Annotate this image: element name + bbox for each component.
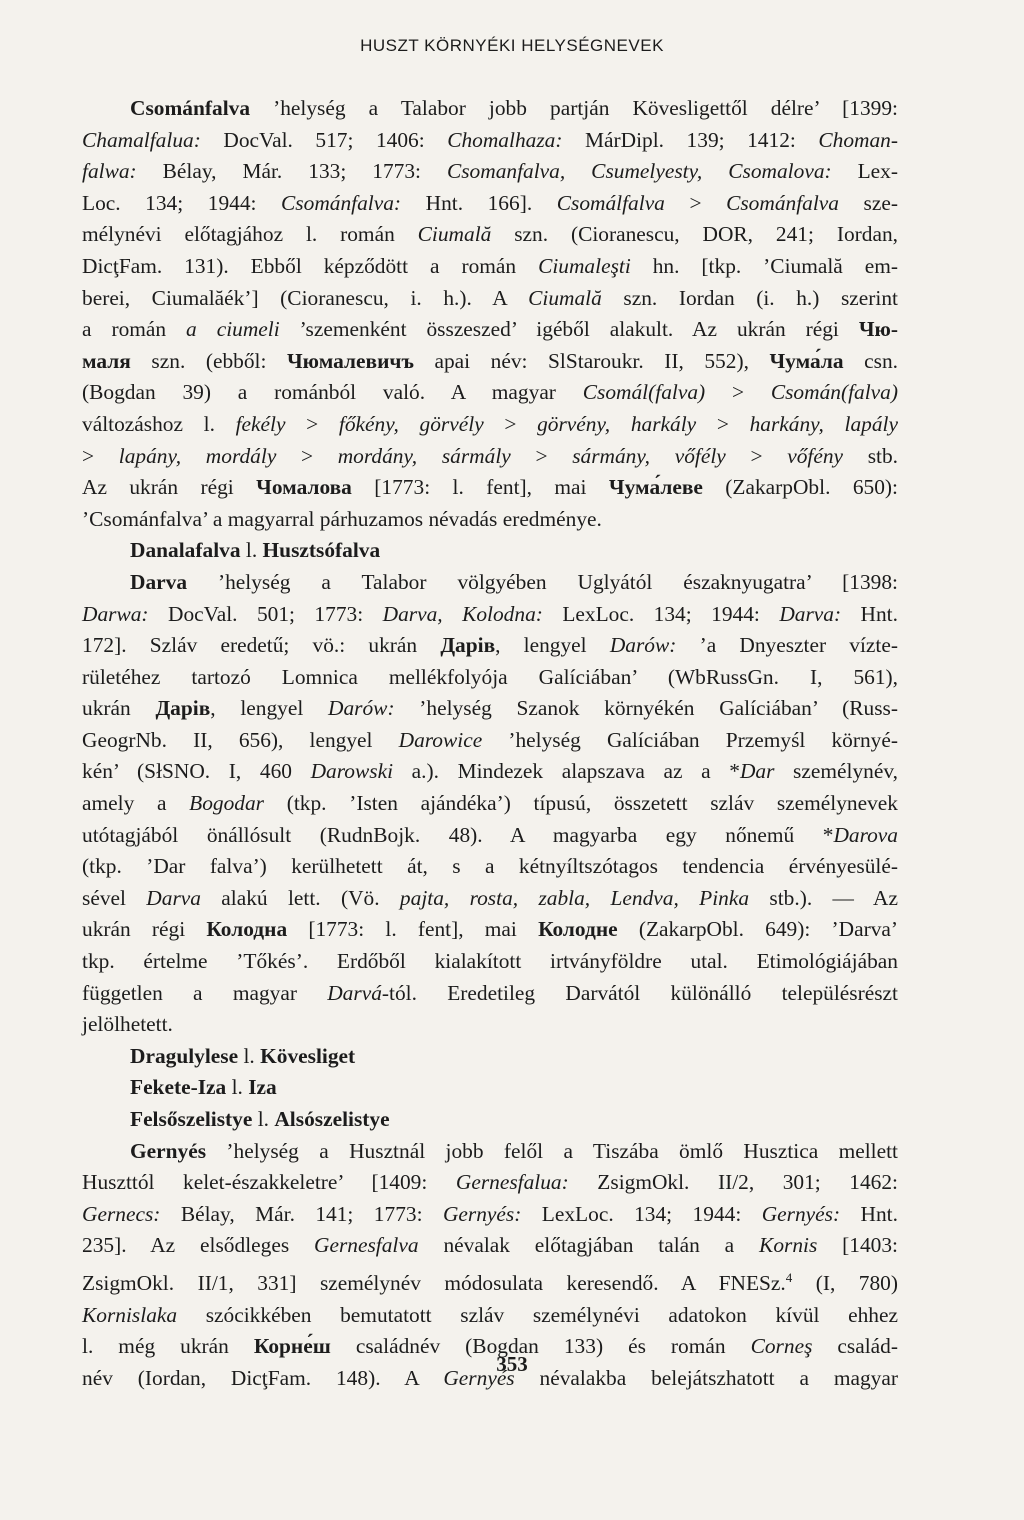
text-run: DocVal. 517; 1406: bbox=[200, 127, 448, 152]
text-run: Az ukrán régi bbox=[82, 475, 257, 500]
text-run: szn. (Cioranescu, DOR, 241; Iordan, bbox=[491, 222, 898, 247]
page-number: 353 bbox=[496, 1352, 528, 1376]
text-run: > bbox=[82, 443, 119, 468]
text-run: MárDipl. 139; 1412: bbox=[562, 127, 819, 152]
italic-term: Chamalfalua: bbox=[82, 127, 201, 152]
bold-term: Dragulylese bbox=[130, 1043, 239, 1068]
text-run: Hnt. bbox=[840, 1201, 898, 1226]
text-run: a.). Mindezek alapszava az a * bbox=[393, 759, 740, 784]
italic-term: Darvá bbox=[327, 980, 382, 1005]
text-run: Hnt. bbox=[841, 601, 898, 626]
italic-term: Csomanfalva, Csumelyesty, Csomalova: bbox=[446, 159, 832, 184]
text-run: ’helység Galíciában Przemyśl környé- bbox=[482, 727, 898, 752]
italic-term: fekély bbox=[235, 411, 286, 436]
text-run: jelölhetett. bbox=[82, 1012, 173, 1037]
text-run: ukrán régi bbox=[82, 917, 207, 942]
text-line bbox=[82, 1041, 898, 1073]
text-line bbox=[82, 946, 898, 978]
text-line bbox=[82, 756, 898, 788]
text-run: ’helység Szanok környékén Galíciában’ (Russ- bbox=[394, 696, 898, 721]
text-run: ’helység a Talabor völgyében Uglyától északnyugatra’ [1398: bbox=[187, 569, 898, 594]
text-run: > bbox=[664, 190, 727, 215]
text-line bbox=[82, 1199, 898, 1231]
italic-term: Csomán(falva) bbox=[770, 380, 898, 405]
italic-term: Darów: bbox=[609, 633, 677, 658]
bold-term: Fekete-Iza bbox=[130, 1075, 227, 1100]
text-run: l. bbox=[240, 538, 263, 563]
italic-term: Kornislaka bbox=[82, 1302, 178, 1327]
italic-term: Csomálfalva bbox=[556, 190, 665, 215]
text-run: tkp. értelme ’Tőkés’. Erdőből kialakított irtványföldre utal. Etimológiájában bbox=[82, 949, 898, 974]
text-run: a román bbox=[82, 317, 187, 342]
text-run: Huszttól kelet-északkeletre’ [1409: bbox=[82, 1170, 456, 1195]
text-run: l. bbox=[252, 1107, 275, 1131]
text-run: ’helység a Husztnál jobb felől a Tiszába ömlő Husztica mellett bbox=[206, 1138, 898, 1163]
italic-term: mordány, sármály bbox=[337, 443, 511, 468]
italic-term: falwa: bbox=[82, 159, 137, 184]
bold-term: Колодна bbox=[206, 917, 288, 942]
text-run: amely a bbox=[82, 791, 190, 816]
text-run: ’Csománfalva’ a magyarral párhuzamos névadás eredménye. bbox=[82, 506, 602, 531]
italic-term: a ciumeli bbox=[186, 317, 280, 342]
bold-term: Csománfalva bbox=[130, 96, 251, 120]
italic-term: Csománfalva bbox=[726, 190, 839, 215]
italic-term: főkény, görvély bbox=[338, 411, 484, 436]
text-run: l. még ukrán bbox=[82, 1334, 254, 1359]
italic-term: Kornis bbox=[759, 1233, 818, 1258]
text-line bbox=[82, 1009, 898, 1041]
italic-term: harkány, lapály bbox=[749, 411, 898, 436]
text-run: kén’ (SłSNO. I, 460 bbox=[82, 759, 311, 784]
text-line bbox=[82, 535, 898, 567]
text-run: Hnt. 166]. bbox=[401, 190, 557, 215]
text-run: családnév (Bogdan 133) és román bbox=[330, 1334, 751, 1359]
italic-term: lapány, mordály bbox=[118, 443, 277, 468]
italic-term: Ciumaleşti bbox=[538, 253, 631, 278]
text-run: DocVal. 501; 1773: bbox=[148, 601, 383, 626]
bold-term: маля bbox=[82, 348, 131, 373]
text-line bbox=[82, 409, 898, 441]
text-line bbox=[82, 1230, 898, 1262]
bold-term: Darva bbox=[130, 569, 188, 594]
text-run: (ZakarpObl. 649): ’Darva’ bbox=[617, 917, 899, 942]
text-line bbox=[82, 725, 898, 757]
text-run: Lex- bbox=[831, 159, 898, 184]
text-line bbox=[82, 93, 898, 125]
text-line bbox=[82, 125, 898, 157]
text-run: stb.). — Az bbox=[749, 885, 898, 910]
italic-term: Csomál(falva) bbox=[582, 380, 706, 405]
text-line bbox=[82, 251, 898, 283]
text-line bbox=[82, 883, 898, 915]
text-run: > bbox=[276, 443, 338, 468]
text-line bbox=[82, 472, 898, 504]
text-run: (Bogdan 39) a románból való. A magyar bbox=[82, 380, 583, 405]
text-run: alakú lett. (Vö. bbox=[200, 885, 400, 910]
text-line bbox=[82, 567, 898, 599]
body-text bbox=[82, 93, 898, 1394]
text-run: LexLoc. 134; 1944: bbox=[521, 1201, 762, 1226]
italic-term: Darva bbox=[146, 885, 201, 910]
text-line bbox=[82, 914, 898, 946]
text-line bbox=[82, 788, 898, 820]
text-run: > bbox=[725, 443, 788, 468]
bold-term: Husztsófalva bbox=[262, 538, 381, 563]
italic-term: Darova bbox=[833, 822, 898, 847]
text-run: sével bbox=[82, 885, 147, 910]
bold-term: Чума́ла bbox=[769, 348, 844, 373]
text-run: szócikkében bemutatott szláv személynévi adatokon kívül ehhez bbox=[177, 1302, 898, 1327]
italic-term: Dar bbox=[739, 759, 775, 784]
text-line bbox=[82, 219, 898, 251]
italic-term: sármány, vőfély bbox=[572, 443, 726, 468]
text-run: szn. (ebből: bbox=[130, 348, 287, 373]
text-line bbox=[82, 346, 898, 378]
bold-term: Alsószelistye bbox=[274, 1107, 390, 1131]
italic-term: pajta, rosta, zabla, Lendva, Pinka bbox=[399, 885, 750, 910]
text-line bbox=[82, 283, 898, 315]
text-line bbox=[82, 1136, 898, 1168]
text-run: , lengyel bbox=[210, 696, 329, 721]
text-run: Bélay, Már. 133; 1773: bbox=[136, 159, 447, 184]
bold-term: Дарів bbox=[440, 633, 496, 658]
text-run: > bbox=[285, 411, 339, 436]
bold-term: Чю- bbox=[858, 317, 898, 342]
italic-term: Gernesfalva bbox=[314, 1233, 419, 1258]
italic-term: görvény, harkály bbox=[537, 411, 697, 436]
text-run: ZsigmOkl. II/2, 301; 1462: bbox=[568, 1170, 899, 1195]
running-title: HUSZT KÖRNYÉKI HELYSÉGNEVEK bbox=[360, 36, 664, 55]
text-line bbox=[82, 156, 898, 188]
italic-term: Darowski bbox=[310, 759, 394, 784]
text-run: ’a Dnyeszter vízte- bbox=[676, 633, 898, 658]
italic-term: Corneş bbox=[750, 1334, 813, 1359]
text-run: [1773: l. fent], mai bbox=[287, 917, 539, 942]
text-line bbox=[82, 630, 898, 662]
text-run: (I, 780) bbox=[792, 1271, 899, 1296]
text-run: -tól. Eredetileg Darvától különálló településrészt bbox=[381, 980, 898, 1005]
text-run: független a magyar bbox=[82, 980, 328, 1005]
italic-term: Gernecs: bbox=[82, 1201, 161, 1226]
italic-term: Darowice bbox=[398, 727, 483, 752]
italic-term: Gernyés: bbox=[761, 1201, 841, 1226]
text-run: berei, Ciumalăék’] (Cioranescu, i. h.). A bbox=[82, 285, 529, 310]
italic-term: Csománfalva: bbox=[281, 190, 402, 215]
bold-term: Чюмалевичъ bbox=[286, 348, 414, 373]
italic-term: Gernyés bbox=[443, 1365, 515, 1390]
text-run: (ZakarpObl. 650): bbox=[702, 475, 898, 500]
text-run: ’szemenként összeszed’ igéből alakult. Az ukrán régi bbox=[279, 317, 859, 342]
text-run: hn. [tkp. ’Ciumală em- bbox=[630, 253, 898, 278]
text-line bbox=[82, 978, 898, 1010]
text-run: [1403: bbox=[817, 1233, 899, 1258]
bold-term: Danalafalva bbox=[130, 538, 241, 563]
italic-term: Choman- bbox=[818, 127, 898, 152]
text-run: ZsigmOkl. II/1, 331] személynév módosulata keresendő. A FNESz. bbox=[82, 1271, 786, 1296]
text-run: > bbox=[510, 443, 573, 468]
text-line bbox=[82, 693, 898, 725]
text-run: LexLoc. 134; 1944: bbox=[542, 601, 780, 626]
text-run: név (Iordan, DicţFam. 148). A bbox=[82, 1365, 444, 1390]
text-line bbox=[82, 599, 898, 631]
text-run: Bélay, Már. 141; 1773: bbox=[160, 1201, 443, 1226]
text-run: névalakba belejátszhatott a magyar bbox=[514, 1365, 898, 1390]
bold-term: Kövesliget bbox=[260, 1043, 356, 1068]
bold-term: Felsőszelistye bbox=[130, 1107, 253, 1131]
italic-term: vőfény bbox=[787, 443, 844, 468]
footnote-mark: 4 bbox=[785, 1269, 793, 1285]
text-run: szn. Iordan (i. h.) szerint bbox=[601, 285, 898, 310]
text-run: személynév, bbox=[774, 759, 898, 784]
text-run: névalak előtagjában talán a bbox=[418, 1233, 760, 1258]
text-run: csn. bbox=[843, 348, 898, 373]
text-run: 235]. Az elsődleges bbox=[82, 1233, 315, 1258]
text-line bbox=[82, 504, 898, 536]
text-line bbox=[82, 314, 898, 346]
text-line bbox=[82, 1300, 898, 1332]
text-run: utótagjából önállósult (RudnBojk. 48). A magyarba egy nőnemű * bbox=[82, 822, 834, 847]
text-line bbox=[82, 820, 898, 852]
text-line bbox=[82, 377, 898, 409]
text-line bbox=[82, 188, 898, 220]
bold-term: Чума́леве bbox=[608, 475, 703, 500]
text-run: (tkp. ’Isten ajándéka’) típusú, összetett szláv személynevek bbox=[264, 791, 898, 816]
text-line bbox=[82, 1072, 898, 1104]
bold-term: Колодне bbox=[538, 917, 618, 942]
text-run: ukrán bbox=[82, 696, 156, 721]
text-run: DicţFam. 131). Ebből képződött a román bbox=[82, 253, 539, 278]
italic-term: Gernyés: bbox=[442, 1201, 522, 1226]
bold-term: Gernyés bbox=[130, 1138, 207, 1163]
bold-term: Чомалова bbox=[256, 475, 352, 500]
text-line bbox=[82, 1104, 898, 1136]
bold-term: Дарів bbox=[155, 696, 211, 721]
bold-term: Корне́ш bbox=[253, 1334, 331, 1359]
text-run: mélynévi előtagjához l. román bbox=[82, 222, 418, 247]
text-run: apai név: SlStaroukr. II, 552), bbox=[413, 348, 770, 373]
text-run: > bbox=[696, 411, 750, 436]
text-run: stb. bbox=[843, 443, 899, 468]
text-line bbox=[82, 1167, 898, 1199]
italic-term: Darów: bbox=[328, 696, 395, 721]
text-run: [1773: l. fent], mai bbox=[351, 475, 609, 500]
text-run: rületéhez tartozó Lomnica mellékfolyója Galíciában’ (WbRussGn. I, 561), bbox=[82, 664, 898, 689]
text-run: sze- bbox=[838, 190, 898, 215]
text-line bbox=[82, 1262, 898, 1300]
italic-term: Darva: bbox=[779, 601, 842, 626]
italic-term: Ciumală bbox=[528, 285, 602, 310]
italic-term: Darwa: bbox=[82, 601, 149, 626]
text-run: > bbox=[483, 411, 538, 436]
text-run: l. bbox=[238, 1043, 261, 1068]
italic-term: Bogodar bbox=[189, 791, 265, 816]
text-run: GeogrNb. II, 656), lengyel bbox=[82, 727, 399, 752]
text-run: Loc. 134; 1944: bbox=[82, 190, 282, 215]
text-run: változáshoz l. bbox=[82, 411, 236, 436]
text-run: család- bbox=[812, 1334, 898, 1359]
text-line bbox=[82, 662, 898, 694]
bold-term: Iza bbox=[248, 1075, 277, 1100]
text-run: , lengyel bbox=[495, 633, 610, 658]
text-run: l. bbox=[226, 1075, 249, 1100]
text-run: (tkp. ’Dar falva’) kerülhetett át, s a kétnyíltszótagos tendencia érvényesülé- bbox=[82, 854, 898, 879]
italic-term: Ciumală bbox=[417, 222, 492, 247]
text-run: ’helység a Talabor jobb partján Kövesligettől délre’ [1399: bbox=[250, 96, 898, 120]
italic-term: Darva, Kolodna: bbox=[382, 601, 543, 626]
italic-term: Chomalhaza: bbox=[447, 127, 563, 152]
italic-term: Gernesfalua: bbox=[455, 1170, 569, 1195]
text-line bbox=[82, 441, 898, 473]
text-run: > bbox=[705, 380, 771, 405]
text-line bbox=[82, 851, 898, 883]
text-run: 172]. Szláv eredetű; vö.: ukrán bbox=[82, 633, 441, 658]
